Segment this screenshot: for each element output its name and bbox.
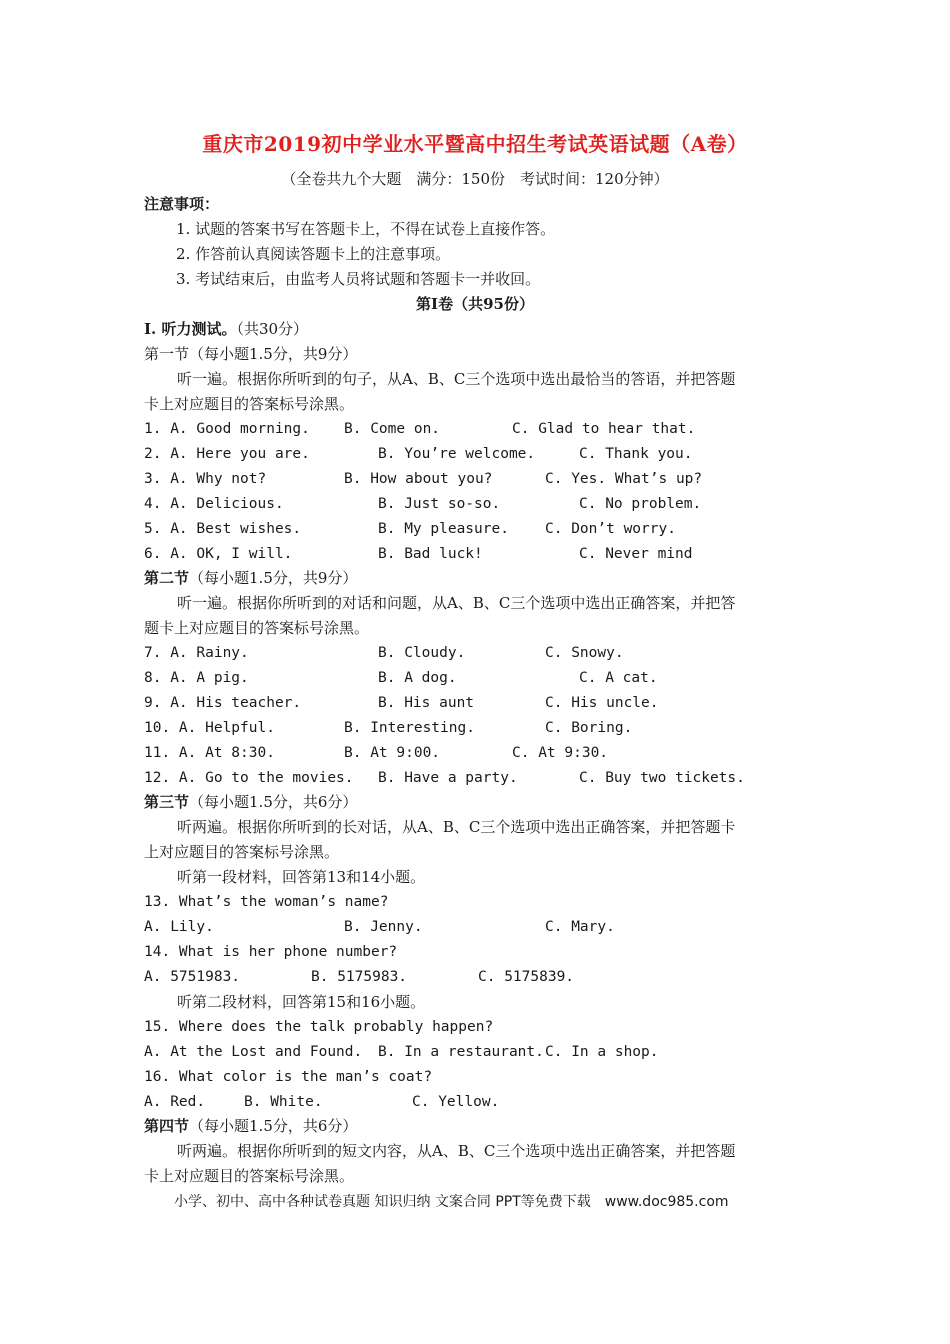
option-a: 4. A. Delicious. (144, 496, 284, 512)
option-b: B. Cloudy. (378, 645, 466, 661)
option-a: A. Red. (144, 1094, 206, 1110)
section1-heading: 第一节（每小题1.5分，共9分） (144, 345, 358, 363)
option-b: B. Bad luck! (378, 546, 483, 562)
part1-title: I. 听力测试。 (144, 320, 237, 338)
section4-title: 第四节 (144, 1117, 190, 1135)
passage-note: 听第二段材料，回答第15和16小题。 (177, 993, 426, 1011)
option-b: B. At 9:00. (344, 745, 441, 761)
section3-score: （每小题1.5分，共6分） (189, 793, 358, 811)
option-c: C. At 9:30. (512, 745, 609, 761)
section4-instruction-cont: 卡上对应题目的答案标号涂黑。 (144, 1167, 355, 1185)
page-title: 重庆市2019初中学业水平暨高中招生考试英语试题（A卷） (202, 132, 748, 156)
section3-heading (144, 790, 357, 814)
volume-heading: 第Ⅰ卷（共95份） (416, 295, 534, 313)
option-c: C. Thank you. (579, 446, 693, 462)
notice-item: 3. 考试结束后，由监考人员将试题和答题卡一并收回。 (176, 270, 541, 288)
section3-instruction: 听两遍。根据你所听到的长对话，从A、B、C三个选项中选出正确答案，并把答题卡 (177, 818, 736, 836)
option-b: B. My pleasure. (378, 521, 509, 537)
option-c: C. Don’t worry. (545, 521, 676, 537)
option-c: C. Mary. (545, 919, 615, 935)
option-b: B. Interesting. (344, 720, 475, 736)
option-a: 6. A. OK, I will. (144, 546, 293, 562)
section4-score: （每小题1.5分，共6分） (189, 1117, 358, 1135)
section3-instruction-cont: 上对应题目的答案标号涂黑。 (144, 843, 340, 861)
option-c: C. A cat. (579, 670, 658, 686)
option-c: C. Glad to hear that. (512, 421, 696, 437)
option-c: C. No problem. (579, 496, 702, 512)
option-c: C. Boring. (545, 720, 633, 736)
option-a: A. Lily. (144, 919, 214, 935)
option-b: B. You’re welcome. (378, 446, 536, 462)
part1-score: （共30分） (236, 320, 309, 338)
option-b: B. A dog. (378, 670, 457, 686)
question-stem: 13. What’s the woman’s name? (144, 894, 389, 910)
option-a: 11. A. At 8:30. (144, 745, 275, 761)
option-a: 5. A. Best wishes. (144, 521, 302, 537)
option-a: 8. A. A pig. (144, 670, 249, 686)
option-a: A. At the Lost and Found. (144, 1044, 363, 1060)
option-c: C. 5175839. (478, 969, 575, 985)
section1-instruction-cont: 卡上对应题目的答案标号涂黑。 (144, 395, 355, 413)
question-stem: 16. What color is the man’s coat? (144, 1069, 433, 1085)
option-a: 3. A. Why not? (144, 471, 267, 487)
option-c: C. Never mind (579, 546, 693, 562)
option-b: B. 5175983. (311, 969, 408, 985)
question-stem: 15. Where does the talk probably happen? (144, 1019, 494, 1035)
section4-instruction: 听两遍。根据你所听到的短文内容，从A、B、C三个选项中选出正确答案，并把答题 (177, 1142, 736, 1160)
notice-item: 1. 试题的答案书写在答题卡上，不得在试卷上直接作答。 (176, 220, 556, 238)
notice-heading: 注意事项： (144, 195, 220, 213)
option-a: 9. A. His teacher. (144, 695, 302, 711)
section3-title: 第三节 (144, 793, 190, 811)
section2-instruction: 听一遍。根据你所听到的对话和问题，从A、B、C三个选项中选出正确答案，并把答 (177, 594, 736, 612)
section2-score: （每小题1.5分，共9分） (189, 569, 358, 587)
section2-title: 第二节 (144, 569, 190, 587)
option-c: C. Yes. What’s up? (545, 471, 703, 487)
question-stem: 14. What is her phone number? (144, 944, 398, 960)
option-b: B. Come on. (344, 421, 441, 437)
option-b: B. Jenny. (344, 919, 423, 935)
option-a: 2. A. Here you are. (144, 446, 310, 462)
option-b: B. Have a party. (378, 770, 518, 786)
section2-heading (144, 566, 357, 590)
option-b: B. Just so-so. (378, 496, 501, 512)
option-a: 10. A. Helpful. (144, 720, 275, 736)
option-b: B. White. (244, 1094, 323, 1110)
part1-heading (144, 317, 308, 341)
option-c: C. Snowy. (545, 645, 624, 661)
option-c: C. In a shop. (545, 1044, 659, 1060)
exam-info: （全卷共九个大题 满分：150份 考试时间：120分钟） (281, 170, 669, 188)
section1-instruction: 听一遍。根据你所听到的句子，从A、B、C三个选项中选出最恰当的答语，并把答题 (177, 370, 736, 388)
option-c: C. Buy two tickets. (579, 770, 745, 786)
notice-item: 2. 作答前认真阅读答题卡上的注意事项。 (176, 245, 451, 263)
section2-instruction-cont: 题卡上对应题目的答案标号涂黑。 (144, 619, 370, 637)
option-b: B. How about you? (344, 471, 493, 487)
option-a: A. 5751983. (144, 969, 241, 985)
option-c: C. His uncle. (545, 695, 659, 711)
option-b: B. His aunt (378, 695, 475, 711)
section4-heading (144, 1114, 357, 1138)
option-a: 12. A. Go to the movies. (144, 770, 354, 786)
option-b: B. In a restaurant. (378, 1044, 544, 1060)
footer-watermark: 小学、初中、高中各种试卷真题 知识归纳 文案合同 PPT等免费下载 www.doc985.com (174, 1194, 729, 1210)
option-c: C. Yellow. (412, 1094, 500, 1110)
passage-note: 听第一段材料，回答第13和14小题。 (177, 868, 426, 886)
option-a: 1. A. Good morning. (144, 421, 310, 437)
option-a: 7. A. Rainy. (144, 645, 249, 661)
